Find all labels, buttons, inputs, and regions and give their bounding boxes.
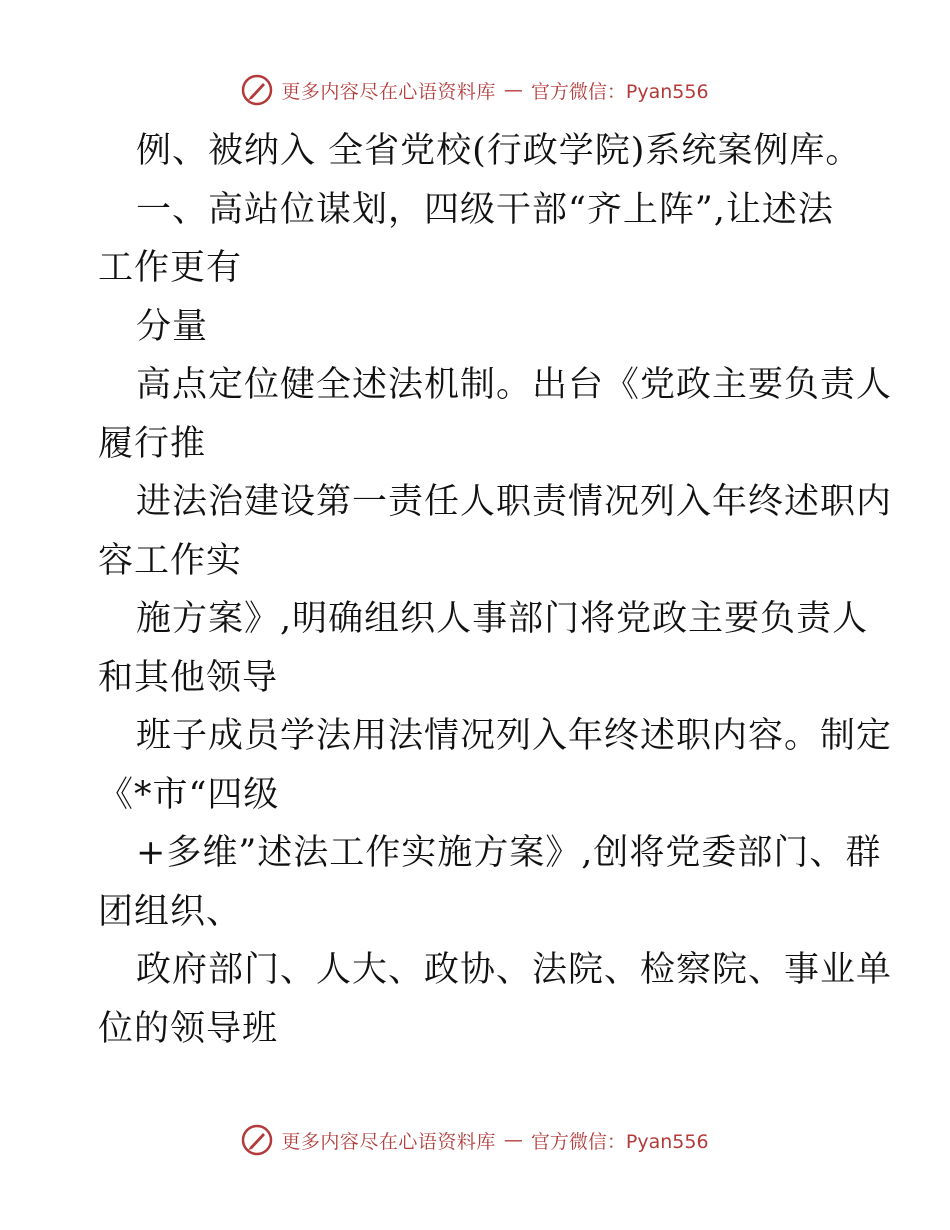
body-line: 履行推: [98, 423, 207, 464]
body-line: 工作更有: [98, 248, 243, 288]
body-line: 施方案》,明确组织人事部门将党政主要负责人: [136, 599, 869, 639]
quill-logo-icon: [241, 1124, 273, 1156]
body-line: 高点定位健全述法机制。出台《党政主要负责人: [136, 365, 893, 405]
body-line: 政府部门、人大、政协、法院、检察院、事业单: [136, 950, 893, 990]
body-line: 分量: [136, 306, 209, 347]
body-line: 位的领导班: [98, 1008, 279, 1049]
body-line: 一、高站位谋划，四级干部“齐上阵”,让述法: [136, 189, 834, 230]
body-line: 班子成员学法用法情况列入年终述职内容。制定: [136, 716, 893, 756]
body-line: 《*市“四级: [98, 774, 280, 815]
watermark-separator: —: [503, 1129, 523, 1151]
body-line: 和其他领导: [98, 657, 279, 698]
body-line: 进法治建设第一责任人职责情况列入年终述职内: [136, 482, 893, 522]
body-line: +多维”述法工作实施方案》,创将党委部门、群: [136, 833, 882, 873]
document-body: [98, 122, 893, 1058]
body-line: 容工作实: [98, 540, 243, 581]
body-line: 团组织、: [98, 891, 243, 932]
body-line: 例、被纳入 全省党校(行政学院)系统案例库。: [136, 131, 862, 171]
watermark-separator: —: [503, 79, 523, 101]
quill-logo-icon: [241, 74, 273, 106]
footer-watermark: [0, 1120, 950, 1160]
watermark-contact: 官方微信：Pyan556: [530, 1130, 709, 1153]
header-watermark: [0, 70, 950, 110]
watermark-text: 更多内容尽在心语资料库: [281, 80, 496, 103]
watermark-contact: 官方微信：Pyan556: [530, 80, 709, 103]
watermark-text: 更多内容尽在心语资料库: [281, 1130, 496, 1153]
